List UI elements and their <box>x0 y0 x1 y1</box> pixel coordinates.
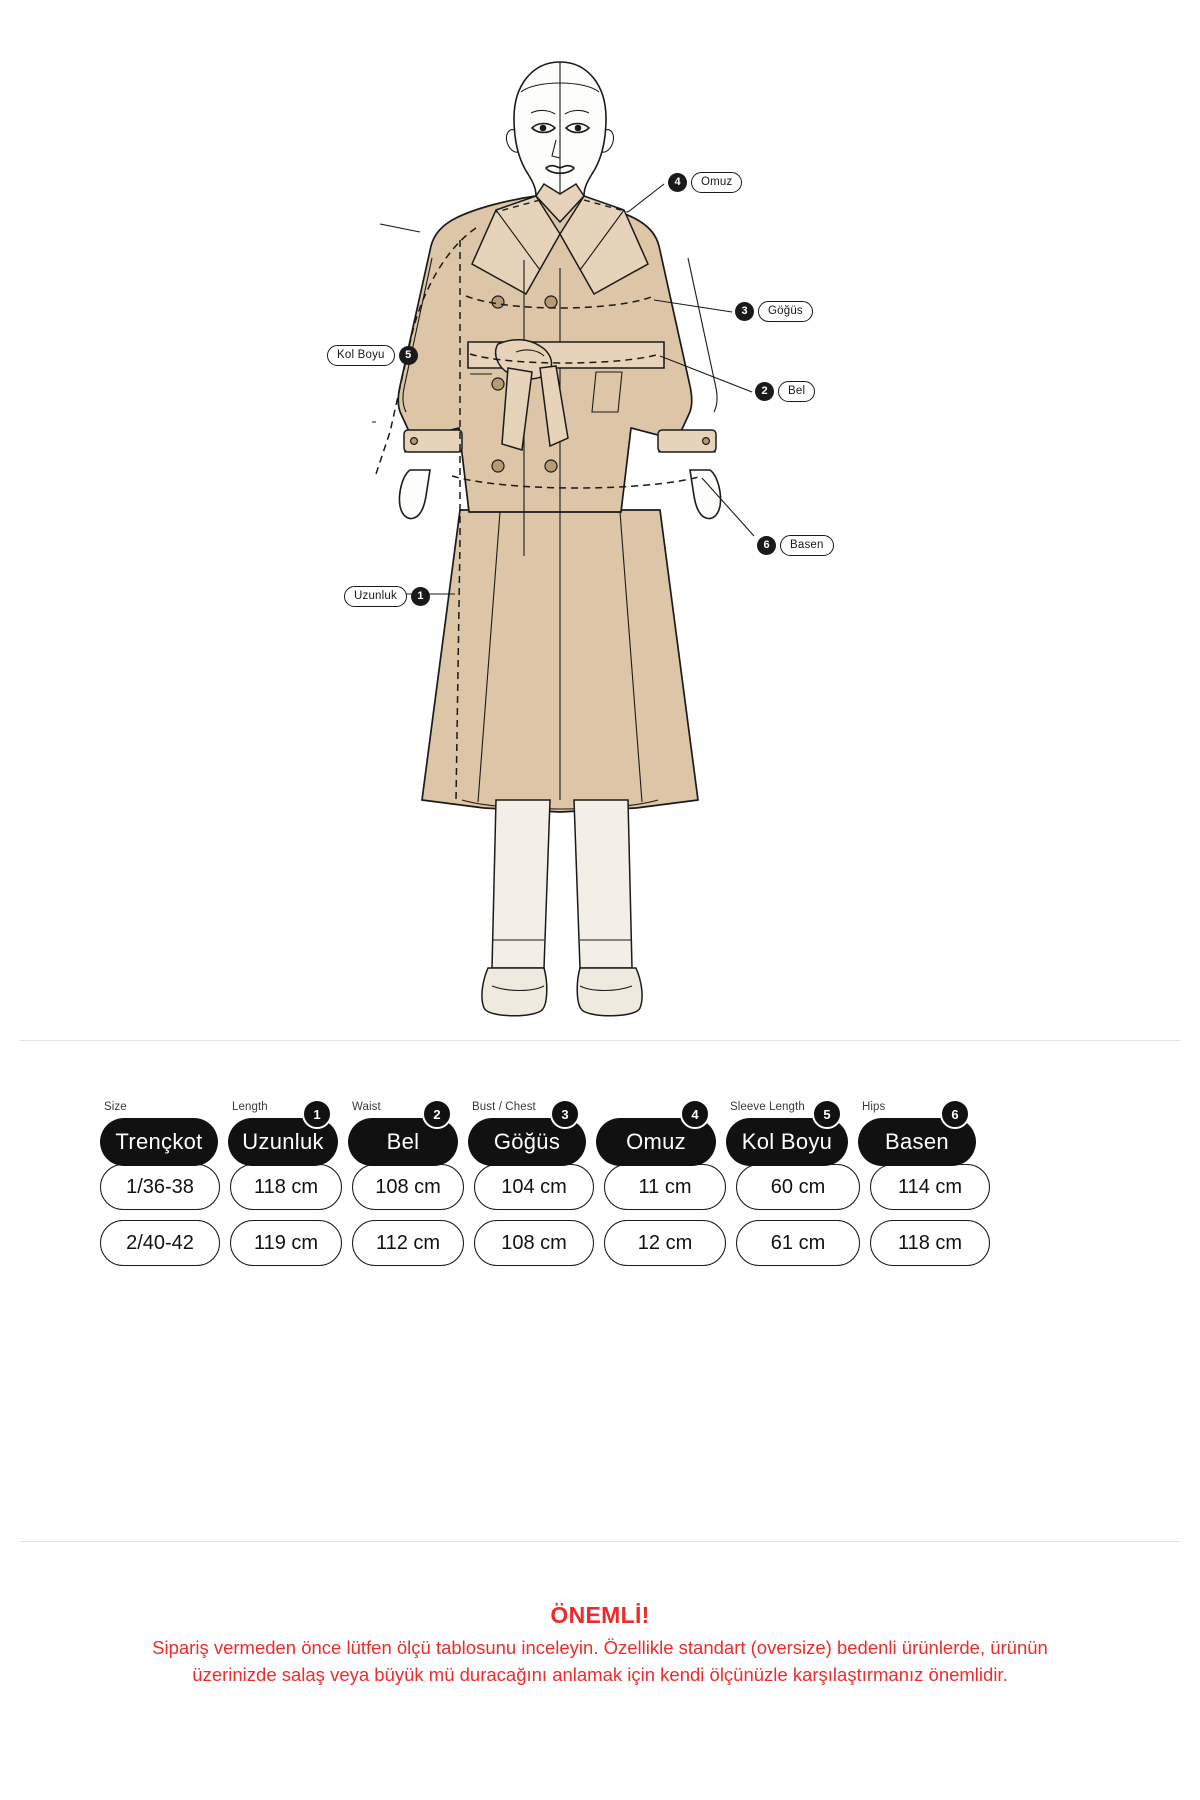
col-eng-label-waist: Waist <box>352 1101 381 1113</box>
cell-size-row2: 2/40-42 <box>100 1220 220 1266</box>
col-eng-label-sleeve: Sleeve Length <box>730 1101 805 1113</box>
callout-basen <box>757 535 834 555</box>
col-badge-3: 3 <box>550 1099 580 1129</box>
col-badge-5: 5 <box>812 1099 842 1129</box>
callout-gogus <box>735 301 813 321</box>
cell-sleeve-row1: 60 cm <box>736 1164 860 1210</box>
col-head-basen: Basen <box>858 1118 976 1166</box>
cell-size-row1: 1/36-38 <box>100 1164 220 1210</box>
col-head-bel: Bel <box>348 1118 458 1166</box>
callout-number-3: 3 <box>735 302 754 321</box>
callout-number-6: 6 <box>757 536 776 555</box>
cell-hips-row1: 114 cm <box>870 1164 990 1210</box>
col-head-omuz: Omuz <box>596 1118 716 1166</box>
callout-number-5: 5 <box>399 346 418 365</box>
cell-shoulder-row1: 11 cm <box>604 1164 726 1210</box>
callout-bel <box>755 381 815 401</box>
callout-kol-boyu <box>327 345 418 365</box>
cell-chest-row2: 108 cm <box>474 1220 594 1266</box>
callout-omuz <box>668 172 742 192</box>
cell-length-row2: 119 cm <box>230 1220 342 1266</box>
cell-shoulder-row2: 12 cm <box>604 1220 726 1266</box>
callout-uzunluk <box>344 586 430 606</box>
cell-sleeve-row2: 61 cm <box>736 1220 860 1266</box>
table-row <box>100 1220 1100 1266</box>
cell-length-row1: 118 cm <box>230 1164 342 1210</box>
callout-label-gogus: Göğüs <box>758 301 813 322</box>
col-badge-6: 6 <box>940 1099 970 1129</box>
table-column-waist <box>348 1101 458 1166</box>
table-row <box>100 1164 1100 1210</box>
col-head-kol-boyu: Kol Boyu <box>726 1118 848 1166</box>
col-eng-label-size: Size <box>104 1101 127 1113</box>
cell-waist-row1: 108 cm <box>352 1164 464 1210</box>
table-column-length <box>228 1101 338 1166</box>
col-head-uzunluk: Uzunluk <box>228 1118 338 1166</box>
table-column-chest <box>468 1101 586 1166</box>
table-column-shoulder <box>596 1101 716 1166</box>
notice-title: ÖNEMLİ! <box>550 1602 650 1628</box>
callout-label-bel: Bel <box>778 381 815 402</box>
cell-hips-row2: 118 cm <box>870 1220 990 1266</box>
callout-number-2: 2 <box>755 382 774 401</box>
notice-body: Sipariş vermeden önce lütfen ölçü tablosunu inceleyin. Özellikle standart (oversize) bedenli ürünlerde, ürünün üzerinizde salaş veya büyük mü duracağını anlamak için kendi ölçünüzle karşılaştırmanız önemlidir. <box>152 1637 1048 1685</box>
table-header-row <box>100 1101 1100 1166</box>
col-eng-label-chest: Bust / Chest <box>472 1101 536 1113</box>
table-column-hips <box>858 1101 976 1166</box>
col-eng-label-length: Length <box>232 1101 268 1113</box>
table-column-size <box>100 1101 218 1166</box>
col-badge-2: 2 <box>422 1099 452 1129</box>
cell-chest-row1: 104 cm <box>474 1164 594 1210</box>
important-notice <box>0 1542 1200 1689</box>
col-badge-4: 4 <box>680 1099 710 1129</box>
callout-label-basen: Basen <box>780 535 834 556</box>
col-badge-1: 1 <box>302 1099 332 1129</box>
callout-label-omuz: Omuz <box>691 172 742 193</box>
callout-number-4: 4 <box>668 173 687 192</box>
col-eng-label-hips: Hips <box>862 1101 886 1113</box>
callout-number-1: 1 <box>411 587 430 606</box>
table-column-sleeve <box>726 1101 848 1166</box>
size-table-section <box>0 1041 1200 1541</box>
callout-label-uzunluk: Uzunluk <box>344 586 407 607</box>
col-head-gogus: Göğüs <box>468 1118 586 1166</box>
size-table <box>100 1101 1100 1266</box>
callout-label-kol-boyu: Kol Boyu <box>327 345 395 366</box>
col-head-size: Trençkot <box>100 1118 218 1166</box>
cell-waist-row2: 112 cm <box>352 1220 464 1266</box>
